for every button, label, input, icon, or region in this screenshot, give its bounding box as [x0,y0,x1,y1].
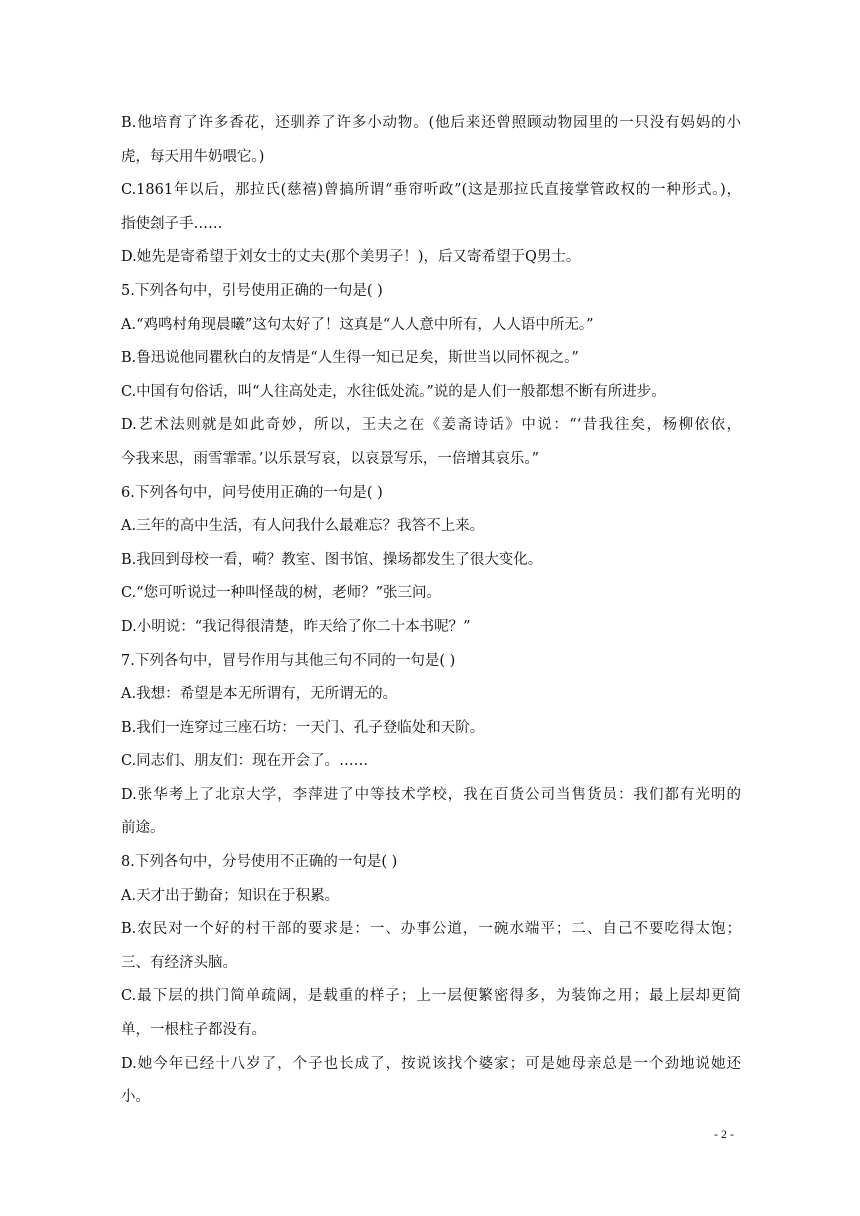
option-line: A.我想：希望是本无所谓有，无所谓无的。 [121,686,398,703]
text-line: 前途。 [121,820,165,837]
option-line: B.农民对一个好的村干部的要求是：一、办事公道，一碗水端平；二、自己不要吃得太饱； [121,921,741,938]
page-number: - 2 - [714,1127,734,1141]
option-line: B.我们一连穿过三座石坊：一天门、孔子登临处和天阶。 [121,719,485,736]
option-line: C.同志们、朋友们：现在开会了。…… [121,753,369,770]
text-line: B.他培育了许多香花，还驯养了许多小动物。(他后来还曾照顾动物园里的一只没有妈妈的小 [121,115,741,131]
option-line: D.她今年已经十八岁了，个子也长成了，按说该找个婆家；可是她母亲总是一个劲地说她还 [121,1055,741,1072]
option-line: A.天才出于勤奋；知识在于积累。 [121,887,340,904]
text-line: D.她先是寄希望于刘女士的丈夫(那个美男子！)，后又寄希望于Q男士。 [121,249,581,266]
option-line: C.“您可听说过一种叫怪哉的树，老师？”张三问。 [121,585,442,602]
text-line: 虎，每天用牛奶喂它。) [121,148,265,165]
option-line: B.鲁迅说他同瞿秋白的友情是“人生得一知已足矣，斯世当以同怀视之。” [121,350,579,367]
text-line: 三、有经济头脑。 [121,954,237,971]
option-line: D.小明说：“我记得很清楚，昨天给了你二十本书呢？” [121,618,471,635]
option-line: D.张华考上了北京大学，李萍进了中等技术学校，我在百货公司当售货员：我们都有光明的 [121,786,741,803]
question-text [121,107,741,1115]
option-line: B.我回到母校一看，嗬？教室、图书馆、操场都发生了很大变化。 [121,551,543,568]
option-line: C.最下层的拱门简单疏阔，是载重的样子；上一层便繁密得多，为装饰之用；最上层却更简 [121,988,741,1005]
question-7-stem: 7.下列各句中，冒号作用与其他三句不同的一句是( ) [121,652,456,669]
text-line: 单，一根柱子都没有。 [121,1022,266,1039]
option-line: A.三年的高中生活，有人问我什么最难忘？我答不上来。 [121,518,485,535]
option-line: A.“鸡鸣村角现晨曦”这句太好了！这真是“人人意中所有，人人语中所无。” [121,316,594,333]
text-line: 小。 [121,1089,150,1106]
question-8-stem: 8.下列各句中，分号使用不正确的一句是( ) [121,854,398,871]
text-line: 今我来思，雨雪霏霏。’以乐景写哀，以哀景写乐，一倍增其哀乐。” [121,450,540,467]
text-line: C.1861年以后，那拉氏(慈禧)曾搞所谓“垂帘听政”(这是那拉氏直接掌管政权的一种形式。)， [121,182,741,199]
text-line: 指使刽子手…… [121,215,223,232]
question-5-stem: 5.下列各句中，引号使用正确的一句是( ) [121,282,383,299]
option-line: C.中国有句俗话，叫“人往高处走，水往低处流。”说的是人们一般都想不断有所进步。 [121,383,666,400]
option-line: D.艺术法则就是如此奇妙，所以，王夫之在《姜斋诗话》中说：“‘昔我往矣，杨柳依依， [121,417,741,434]
question-6-stem: 6.下列各句中，问号使用正确的一句是( ) [121,484,383,501]
